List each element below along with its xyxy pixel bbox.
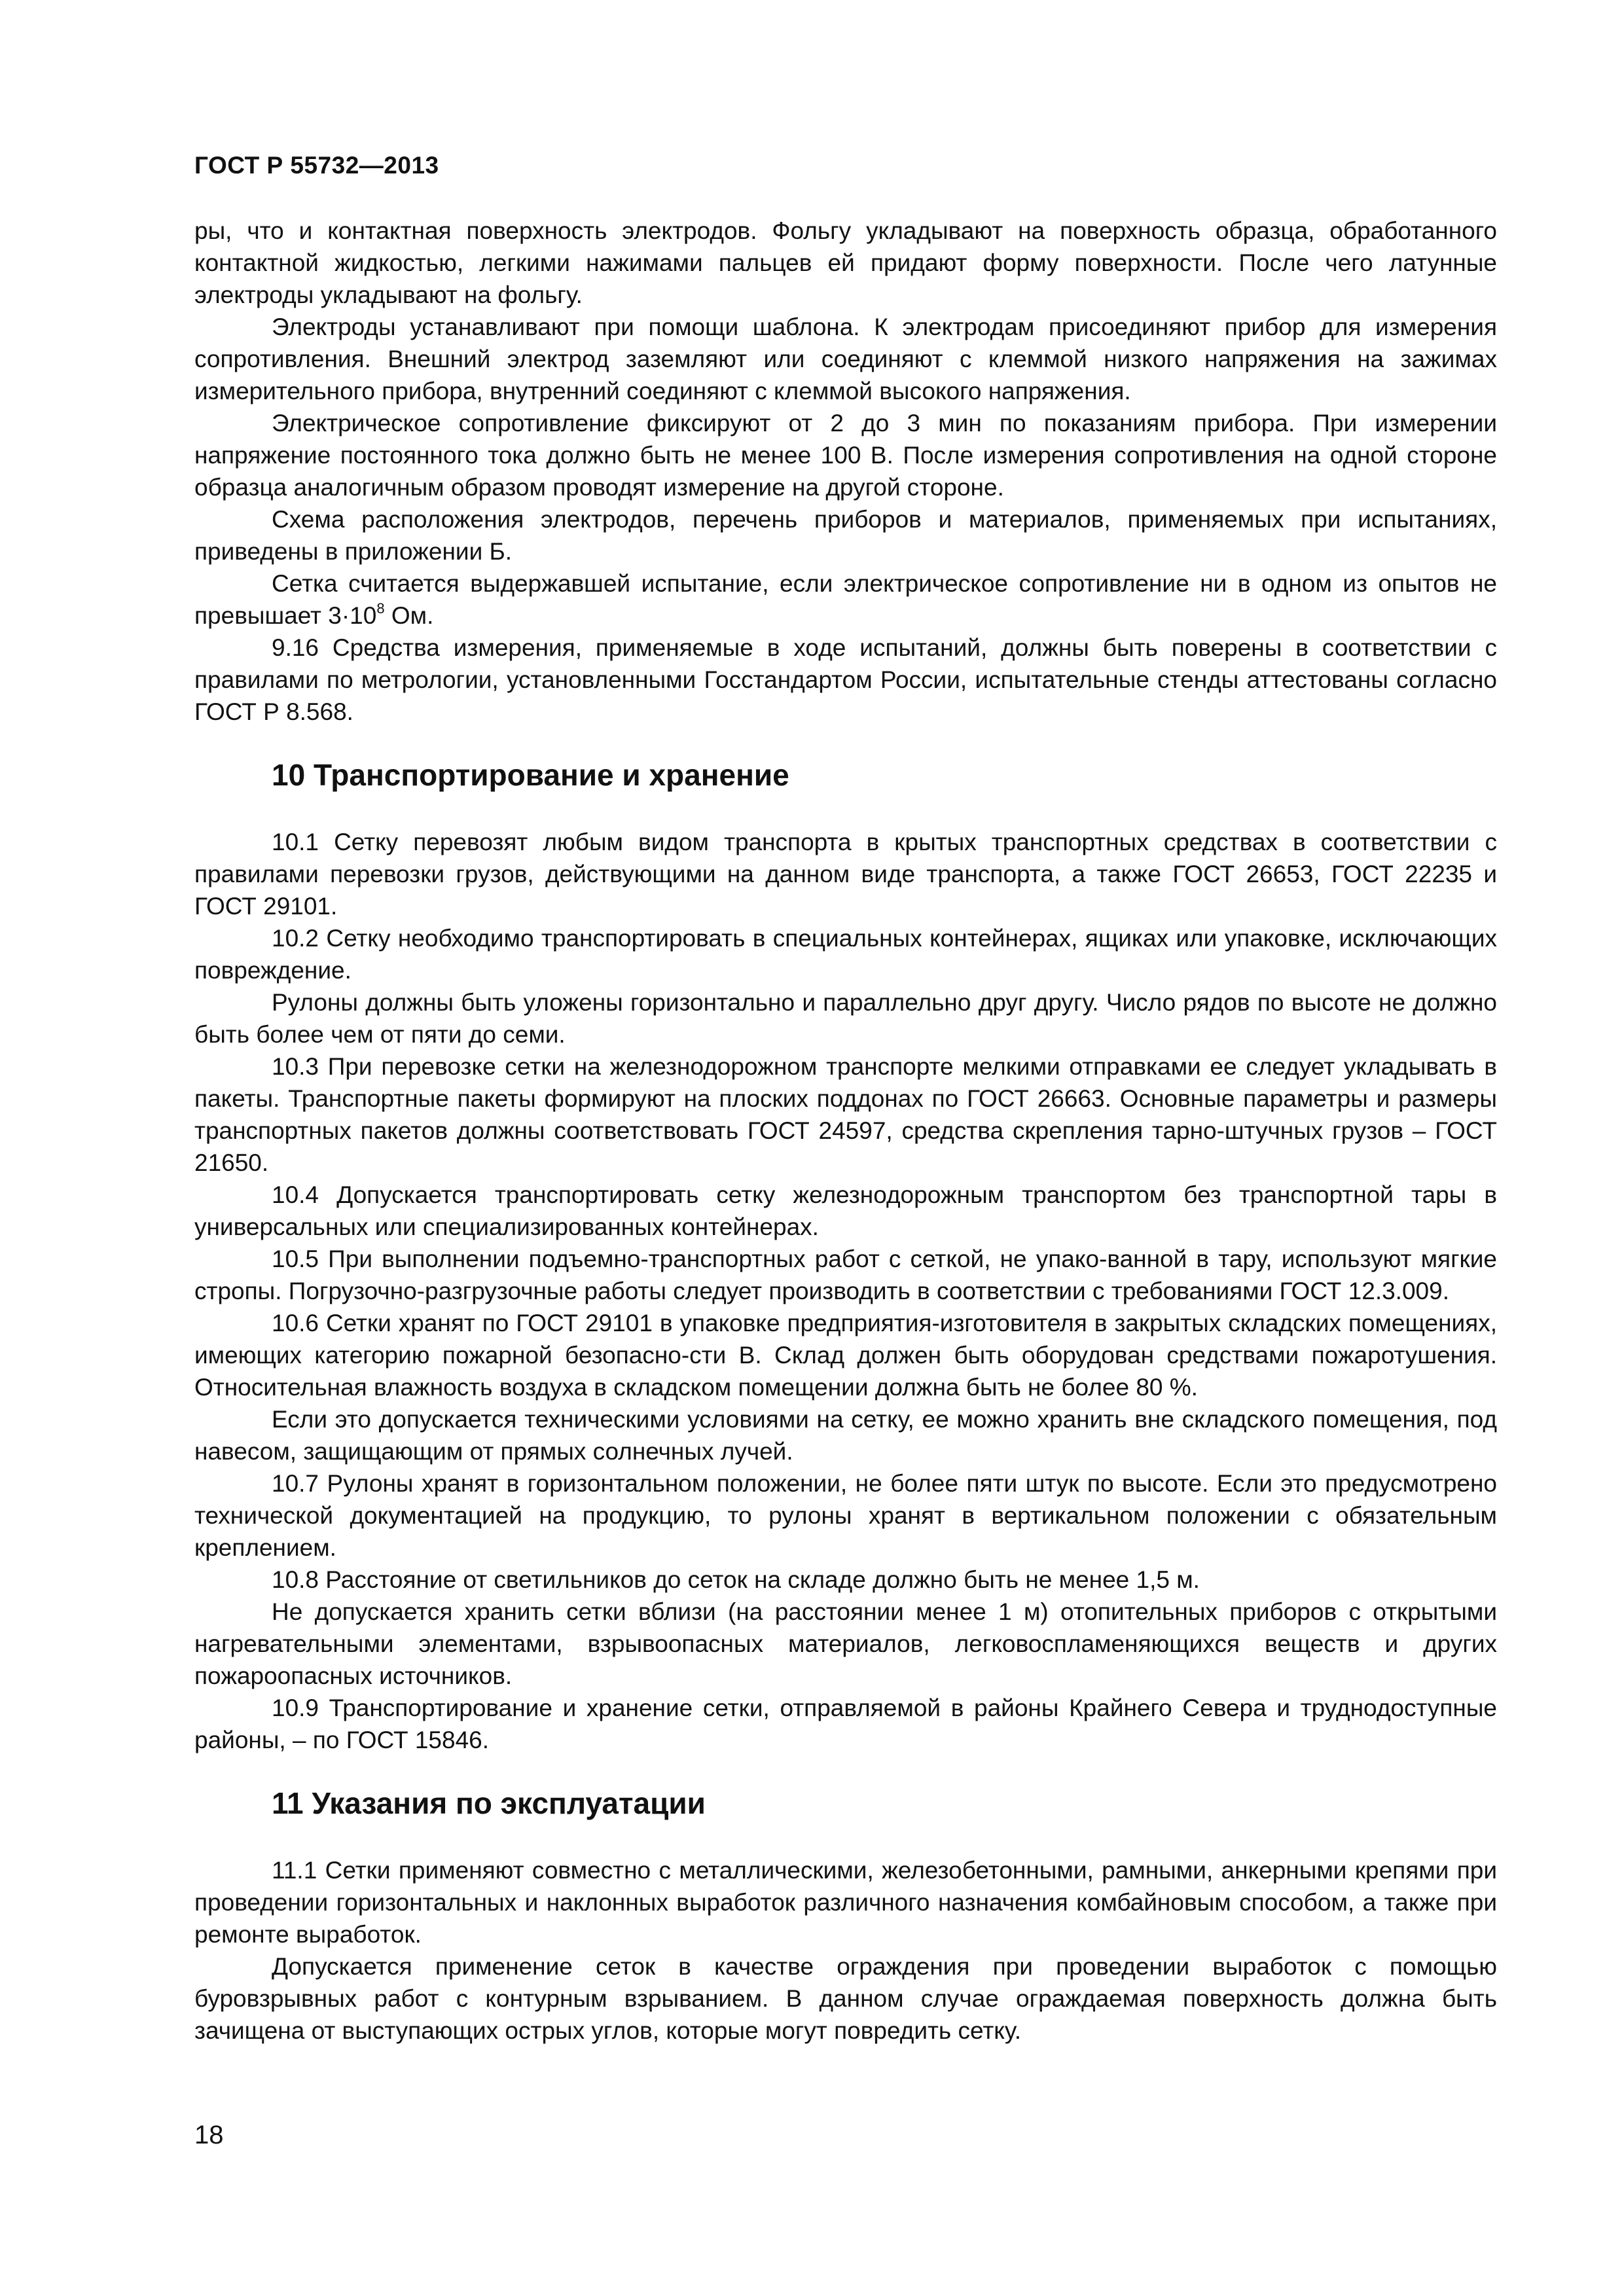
paragraph-pass-criterion xyxy=(194,567,1497,632)
paragraph: Допускается применение сеток в качестве ограждения при проведении выработок с помощью буровзрывных работ с контурным взрыванием. В данном случае ограждаемая поверхность должна быть зачищена от выступающих острых углов, которые могут повредить сетку. xyxy=(194,1953,1497,2044)
paragraph: 10.3 При перевозке сетки на железнодорожном транспорте мелкими отправками ее следует укладывать в пакеты. Транспортные пакеты формируют на плоских поддонах по ГОСТ 26663. Основные параметры и размеры транспортных пакетов должны соответствовать ГОСТ 24597, средства скрепления тарно-штучных грузов – ГОСТ 21650. xyxy=(194,1053,1497,1176)
paragraph: 10.9 Транспортирование и хранение сетки, отправляемой в районы Крайнего Севера и труднодоступные районы, – по ГОСТ 15846. xyxy=(194,1695,1497,1753)
document-header: ГОСТ Р 55732—2013 xyxy=(194,152,439,179)
paragraph: 9.16 Средства измерения, применяемые в ходе испытаний, должны быть поверены в соответствии с правилами по метрологии, установленными Госстандартом России, испытательные стенды аттестованы согласно ГОСТ Р 8.568. xyxy=(194,634,1497,725)
document-body xyxy=(194,215,1497,2047)
paragraph: Схема расположения электродов, перечень приборов и материалов, применяемых при испытаниях, приведены в приложении Б. xyxy=(194,506,1497,565)
paragraph: Электроды устанавливают при помощи шаблона. К электродам присоединяют прибор для измерения сопротивления. Внешний электрод заземляют или соединяют с клеммой низкого напряжения на зажимах измерительного прибора, внутренний соединяют с клеммой высокого напряжения. xyxy=(194,314,1497,404)
paragraph: 10.1 Сетку перевозят любым видом транспорта в крытых транспортных средствах в соответствии с правилами перевозки грузов, действующими на данном виде транспорта, а также ГОСТ 26653, ГОСТ 22235 и ГОСТ 29101. xyxy=(194,829,1497,920)
paragraph: 10.7 Рулоны хранят в горизонтальном положении, не более пяти штук по высоте. Если это предусмотрено технической документацией на продукцию, то рулоны хранят в вертикальном положении с обязательным креплением. xyxy=(194,1470,1497,1561)
page-number: 18 xyxy=(194,2121,224,2149)
paragraph: 10.8 Расстояние от светильников до сеток на складе должно быть не менее 1,5 м. xyxy=(272,1566,1200,1593)
exponent: 8 xyxy=(376,600,385,617)
paragraph: 10.4 Допускается транспортировать сетку железнодорожным транспортом без транспортной тары в универсальных или специализированных контейнерах. xyxy=(194,1181,1497,1240)
section-heading: 11 Указания по эксплуатации xyxy=(272,1786,706,1820)
paragraph: Если это допускается техническими условиями на сетку, ее можно хранить вне складского помещения, под навесом, защищающим от прямых солнечных лучей. xyxy=(194,1406,1497,1465)
section-heading: 10 Транспортирование и хранение xyxy=(272,758,789,792)
paragraph: Рулоны должны быть уложены горизонтально и параллельно друг другу. Число рядов по высоте не должно быть более чем от пяти до семи. xyxy=(194,989,1497,1048)
paragraph: Не допускается хранить сетки вблизи (на расстоянии менее 1 м) отопительных приборов с открытыми нагревательными элементами, взрывоопасных материалов, легковоспламеняющихся веществ и других пожароопасных источников. xyxy=(194,1598,1497,1689)
paragraph: Электрическое сопротивление фиксируют от 2 до 3 мин по показаниям прибора. При измерении напряжение постоянного тока должно быть не менее 100 В. После измерения сопротивления на одной стороне образца аналогичным образом проводят измерение на другой стороне. xyxy=(194,410,1497,501)
paragraph: ры, что и контактная поверхность электродов. Фольгу укладывают на поверхность образца, обработанного контактной жидкостью, легкими нажимами пальцев ей придают форму поверхности. После чего латунные электроды укладывают на фольгу. xyxy=(194,217,1497,308)
paragraph: 10.5 При выполнении подъемно-транспортных работ с сеткой, не упако-ванной в тару, используют мягкие стропы. Погрузочно-разгрузочные работы следует производить в соответствии с требованиями ГОСТ 12.3.009. xyxy=(194,1246,1497,1304)
paragraph: 10.6 Сетки хранят по ГОСТ 29101 в упаковке предприятия-изготовителя в закрытых складских помещениях, имеющих категорию пожарной безопасно-сти В. Склад должен быть оборудован средствами пожаротушения. Относительная влажность воздуха в складском помещении должна быть не более 80 %. xyxy=(194,1310,1497,1401)
paragraph: 10.2 Сетку необходимо транспортировать в специальных контейнерах, ящиках или упаковке, исключающих повреждение. xyxy=(194,925,1497,984)
paragraph: 11.1 Сетки применяют совместно с металлическими, железобетонными, рамными, анкерными крепями при проведении горизонтальных и наклонных выработок различного назначения комбайновым способом, а также при ремонте выработок. xyxy=(194,1857,1497,1948)
pass-unit: Ом. xyxy=(384,602,434,629)
pass-text: Сетка считается выдержавшей испытание, если электрическое сопротивление ни в одном из опытов не превышает 3·10 xyxy=(194,570,1497,629)
